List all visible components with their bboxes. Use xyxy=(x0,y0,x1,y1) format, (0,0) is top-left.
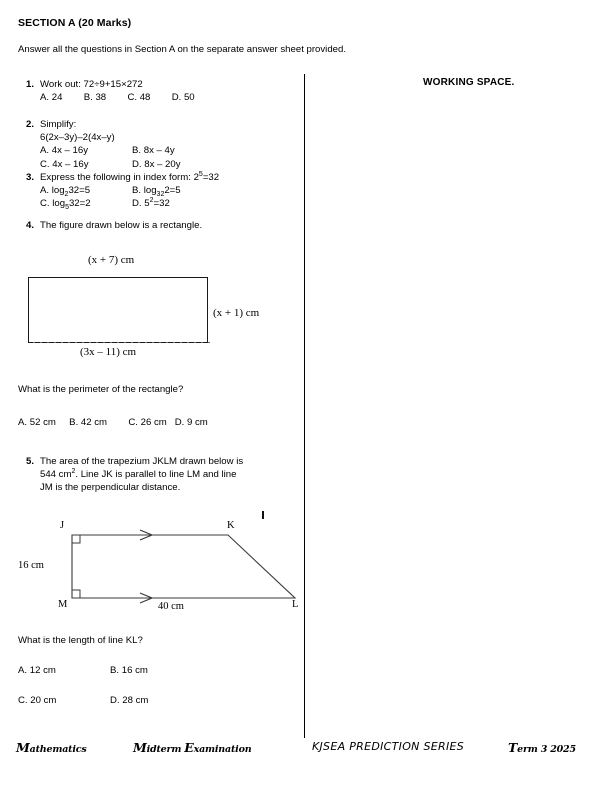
question-3-option-d[interactable]: D. $5^2=32$ xyxy=(132,197,170,210)
rectangle-right-label: (x + 1) cm xyxy=(213,307,260,319)
question-1 xyxy=(18,78,290,104)
trapezium-figure xyxy=(0,508,300,618)
question-1-number: 1. xyxy=(25,79,34,90)
question-2-number: 2. xyxy=(25,119,34,130)
question-3-option-b[interactable]: B. $\log_{32}2=5$ xyxy=(132,185,181,199)
question-2-options-row-2 xyxy=(40,158,290,171)
trapezium-vertex-K: K xyxy=(227,520,235,531)
trapezium-vertex-J: J xyxy=(60,520,65,531)
question-3-stem-prefix: Express the following in index form: 2 xyxy=(40,172,199,183)
working-space-heading: WORKING SPACE. xyxy=(423,77,515,88)
question-1-options[interactable]: A. 24 B. 38 C. 48 D. 50 xyxy=(40,92,195,104)
question-3-stem-suffix: =32 xyxy=(202,172,220,183)
question-5-stem-line-3: JM is the perpendicular distance. xyxy=(40,482,181,494)
question-4-number: 4. xyxy=(25,220,34,231)
rectangle-top-label: (x + 7) cm xyxy=(88,254,135,266)
trapezium-vertex-M: M xyxy=(58,599,68,610)
question-3-options-row-1 xyxy=(40,184,290,197)
question-2-option-b[interactable]: B. 8x – 4y xyxy=(132,145,175,157)
rectangle-bottom-label: (3x – 11) cm xyxy=(80,346,137,358)
question-3-options-row-2 xyxy=(40,197,290,210)
rectangle-shape xyxy=(28,277,208,343)
question-2-stem: Simplify: xyxy=(40,119,77,130)
trapezium-vertex-L: L xyxy=(292,599,299,610)
question-2-option-c[interactable]: C. 4x – 16y xyxy=(40,158,89,170)
question-4 xyxy=(18,219,290,232)
question-3-stem-exponent: 5 xyxy=(198,170,203,178)
footer-exam-type: Midterm Examination xyxy=(133,740,252,755)
question-5 xyxy=(18,455,290,495)
trapezium-shape xyxy=(0,508,300,618)
question-4-prompt: What is the perimeter of the rectangle? xyxy=(18,384,184,395)
question-5-option-a[interactable]: A. 12 cm xyxy=(18,665,56,676)
question-3-number: 3. xyxy=(25,172,34,183)
column-divider xyxy=(304,74,305,738)
question-2-option-a[interactable]: A. 4x – 16y xyxy=(40,145,88,157)
question-5-option-d[interactable]: D. 28 cm xyxy=(110,695,149,706)
question-1-stem: Work out: 72÷9+15×272 xyxy=(40,79,143,90)
question-2-expression: 6(2x–3y)–2(4x–y) xyxy=(40,132,115,144)
question-4-options[interactable]: A. 52 cm B. 42 cm C. 26 cm D. 9 cm xyxy=(18,417,208,428)
question-2 xyxy=(18,118,290,171)
question-3-option-c[interactable]: C. $\log_532=2$ xyxy=(40,198,91,212)
rectangle-bottom-edge xyxy=(28,342,210,343)
question-3-stem xyxy=(40,171,290,184)
footer-series: KJSEA PREDICTION SERIES xyxy=(312,740,465,753)
question-5-stem-line-1: The area of the trapezium JKLM drawn below is xyxy=(40,456,244,467)
question-4-stem: The figure drawn below is a rectangle. xyxy=(40,220,203,231)
section-title: SECTION A (20 Marks) xyxy=(18,17,132,29)
trapezium-left-label: 16 cm xyxy=(18,560,44,571)
footer-subject: Mathematics xyxy=(16,740,87,755)
footer-term: Term 3 2025 xyxy=(508,740,576,755)
question-5-stem-line-2: 544 $cm^2$. Line JK is parallel to line LM and line xyxy=(40,468,237,481)
stray-tick-mark xyxy=(262,511,264,519)
question-5-prompt: What is the length of line KL? xyxy=(18,635,143,646)
question-5-option-c[interactable]: C. 20 cm xyxy=(18,695,57,706)
question-2-option-d[interactable]: D. 8x – 20y xyxy=(132,158,181,170)
section-instruction: Answer all the questions in Section A on the separate answer sheet provided. xyxy=(18,44,346,55)
trapezium-bottom-label: 40 cm xyxy=(158,601,184,612)
question-5-number: 5. xyxy=(25,456,34,467)
rectangle-figure xyxy=(0,252,300,357)
question-3-option-a[interactable]: A. $\log_232=5$ xyxy=(40,185,91,199)
question-5-option-b[interactable]: B. 16 cm xyxy=(110,665,148,676)
question-3 xyxy=(18,171,290,211)
question-2-options-row-1 xyxy=(40,144,290,157)
